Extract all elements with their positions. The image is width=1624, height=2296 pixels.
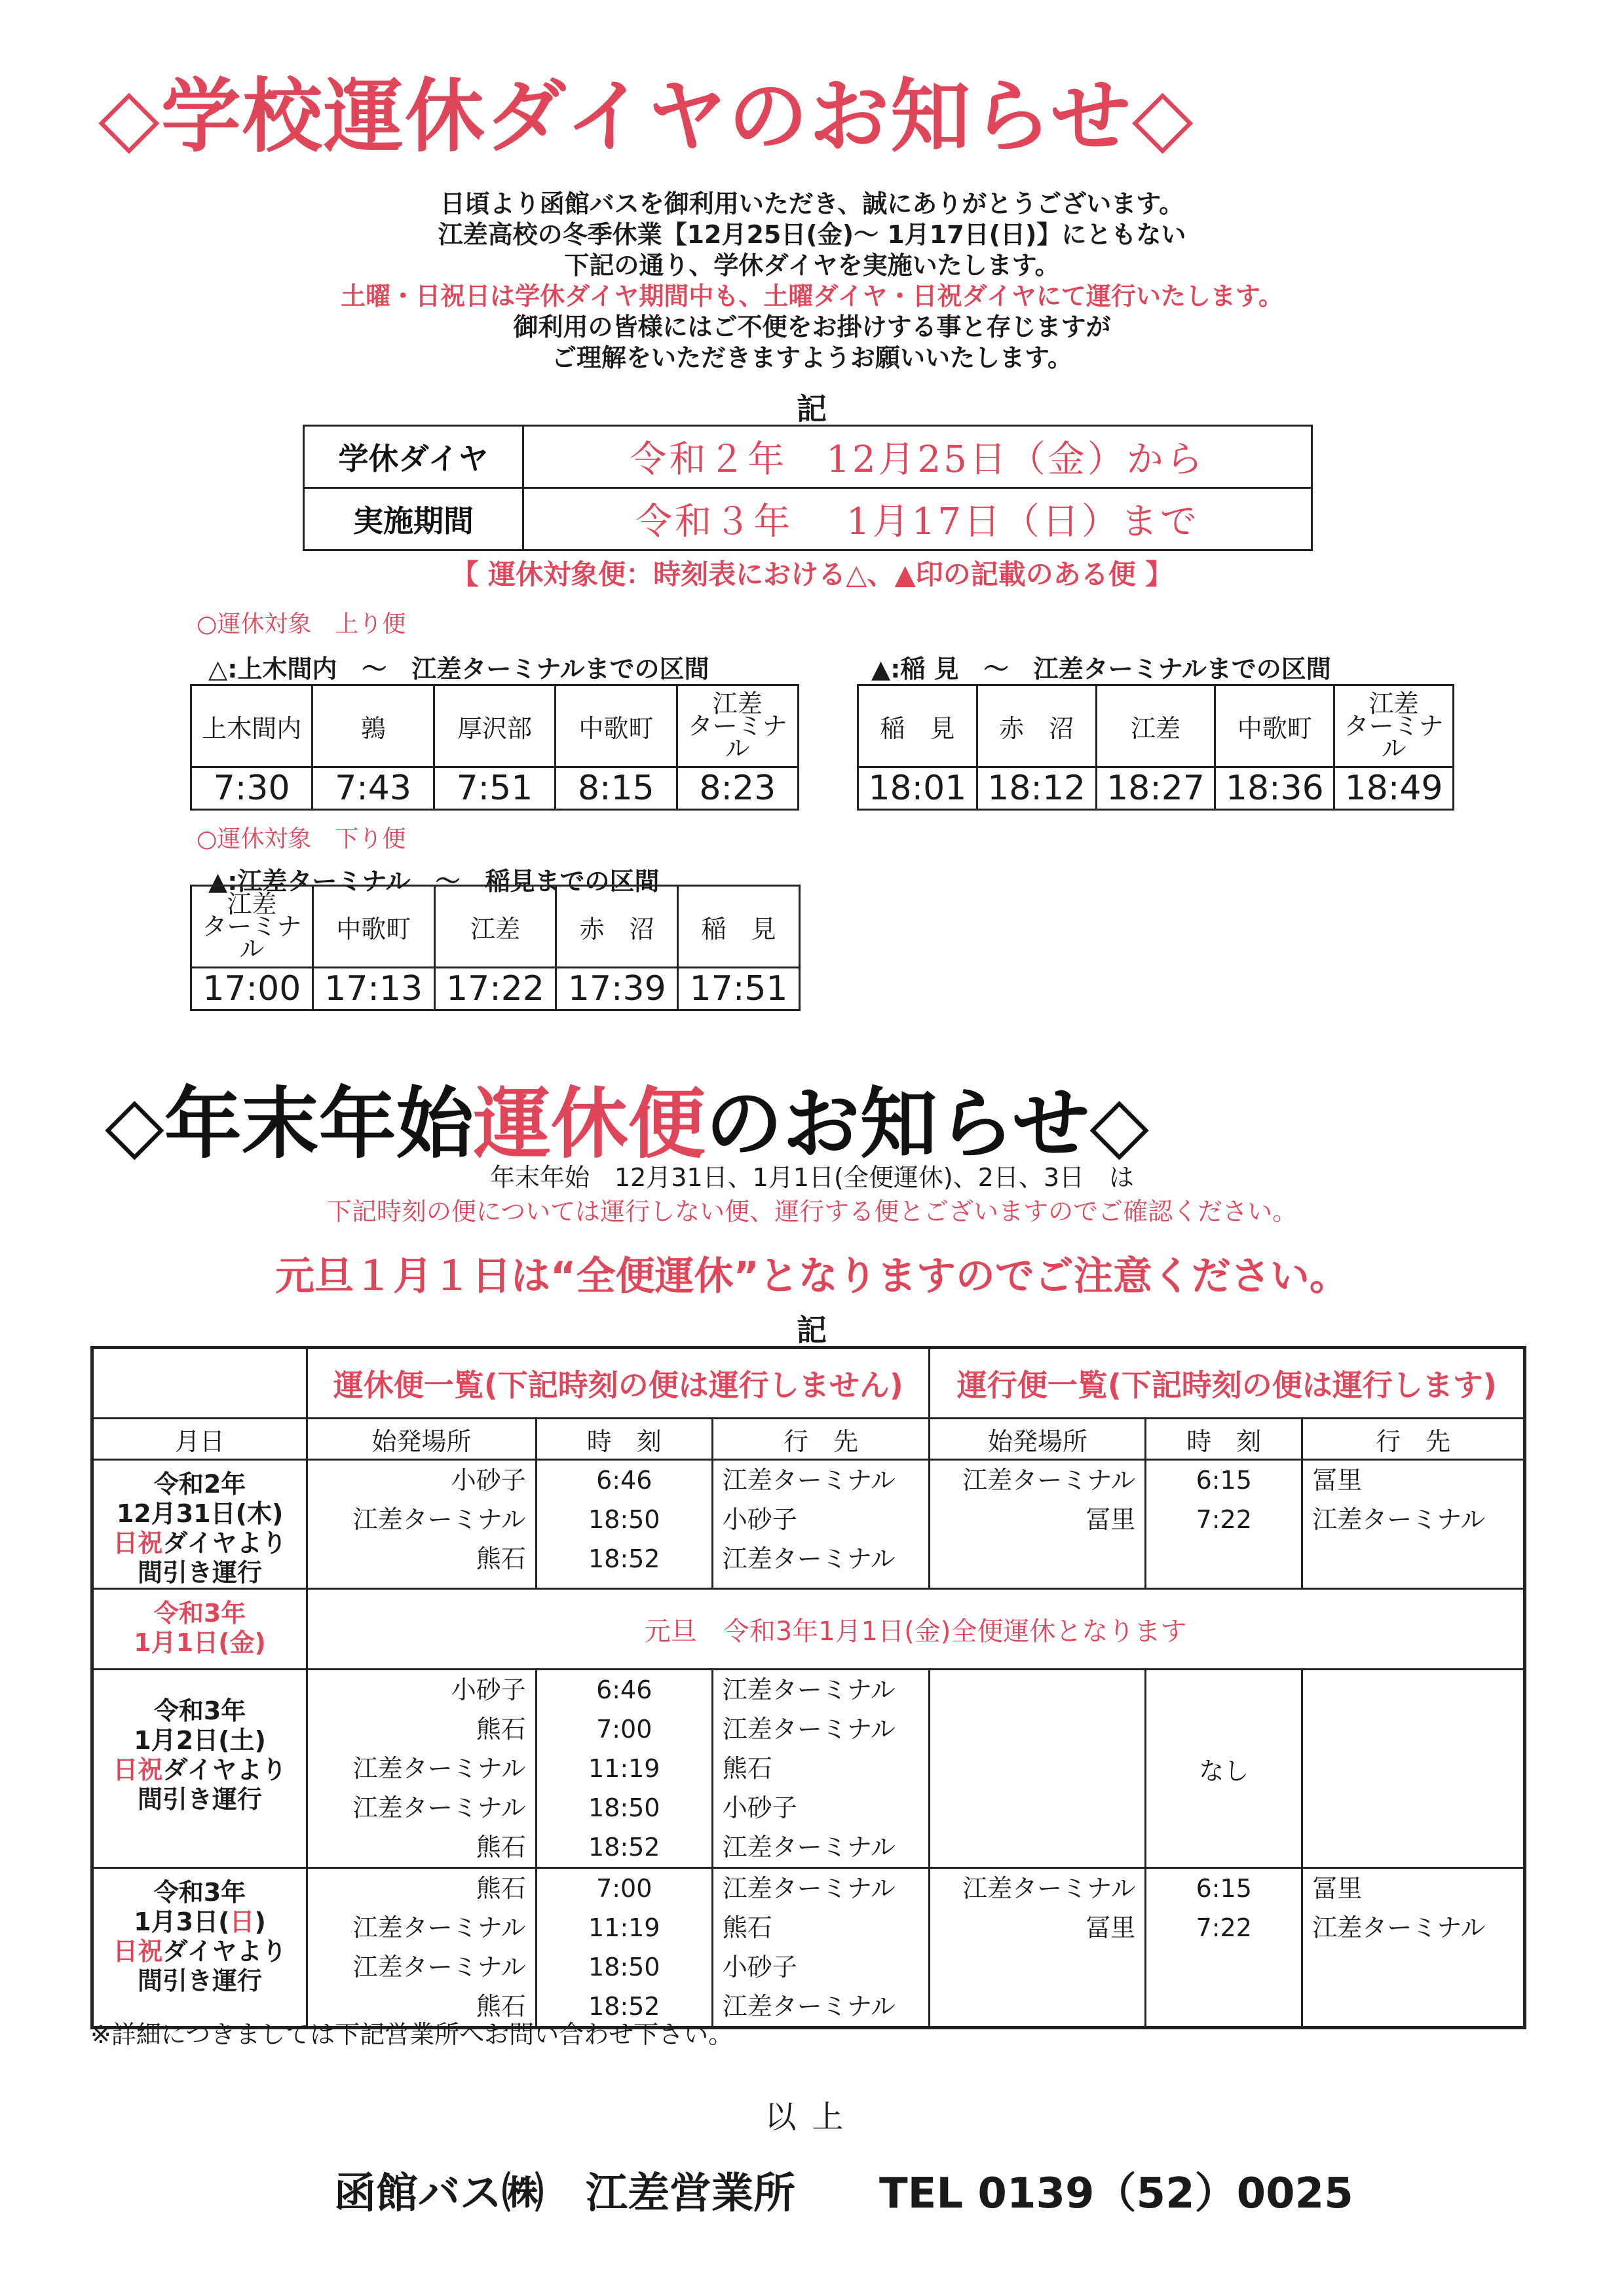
intro-line: ご理解をいただきますようお願いいたします。 [552,343,1072,372]
stop-name: 稲 見 [858,685,977,767]
list-item: 熊石 [476,1715,526,1744]
date-jan1: 令和3年 1月1日(金) [92,1589,307,1670]
list-item: 熊石 [476,1874,526,1903]
stop-time: 17:13 [312,968,434,1010]
col-dest-2: 行 先 [1302,1419,1525,1460]
contact-note: ※詳細につきましては下記営業所へお問い合わせ下さい。 [90,2020,734,2049]
list-cell [307,1868,537,2028]
up-a-title: △:上木間内 ～ 江差ターミナルまでの区間 [208,655,709,683]
list-item: 11:19 [588,1913,660,1942]
list-item: 小砂子 [722,1793,797,1822]
col-origin-2: 始発場所 [930,1419,1146,1460]
list-item: 冨里 [1312,1466,1363,1495]
stop-name: 赤 沼 [977,685,1096,767]
date-dec31: 令和2年 12月31日(木) 日祝ダイヤより 間引き運行 [92,1460,307,1589]
list-cell [712,1868,930,2028]
list-item: 熊石 [476,1833,526,1862]
none-label: なし [1146,1670,1302,1868]
table-row [92,1460,1525,1589]
list-item: 江差ターミナル [1312,1913,1486,1942]
ijo: 以上 [765,2099,859,2135]
list-cell [1302,1460,1525,1589]
stop-name: 中歌町 [556,685,677,767]
up-b-title: ▲:稲 見 ～ 江差ターミナルまでの区間 [871,655,1331,683]
date-jan3: 令和3年 1月3日(日) 日祝ダイヤより 間引き運行 [92,1868,307,2028]
stop-name: 厚沢部 [434,685,555,767]
list-cell [307,1460,537,1589]
list-item: 7:00 [596,1874,652,1903]
newyear-title-a: ◇年末年始 [105,1079,474,1169]
list-cell [536,1670,712,1868]
down-table [190,885,801,1011]
intro-line: 土曜・日祝日は学休ダイヤ期間中も、土曜ダイヤ・日祝ダイヤにて運行いたします。 [341,282,1283,311]
list-cell [930,1460,1146,1589]
list-cell [536,1868,712,2028]
list-item: 江差ターミナル [722,1874,896,1903]
list-item: 江差ターミナル [962,1874,1136,1903]
table-row [92,1589,1525,1670]
stop-name: 鶉 [312,685,434,767]
stop-name: 中歌町 [1215,685,1334,767]
stop-time: 7:30 [191,767,312,810]
down-title: ▲:江差ターミナル ～ 稲見までの区間 [208,867,660,896]
list-item: 6:15 [1196,1874,1252,1903]
list-item: 小砂子 [722,1505,797,1534]
list-item: 冨里 [1086,1505,1136,1534]
list-item: 18:52 [588,1992,660,2021]
stop-time: 8:23 [677,767,798,810]
stop-name: 江差 ターミナル [1334,685,1454,767]
stop-time: 8:15 [556,767,677,810]
stop-name: 江差 ターミナル [677,685,798,767]
col-time-2: 時 刻 [1146,1419,1302,1460]
stop-name: 江差 ターミナル [191,886,313,968]
list-item: 18:50 [588,1953,660,1981]
stop-time: 17:22 [434,968,556,1010]
list-item: 熊石 [722,1913,772,1942]
period-table [303,425,1313,551]
newyear-line2: 下記時刻の便については運行しない便、運行する便とございますのでご確認ください。 [326,1197,1298,1226]
newyear-line1: 年末年始 12月31日、1月1日(全便運休)、2日、3日 は [489,1163,1135,1192]
list-cell [1146,1868,1302,2028]
stop-time: 17:51 [678,968,800,1010]
list-item: 6:46 [596,1675,652,1704]
ki-mark-1: 記 [797,391,827,427]
table-row [92,1868,1525,2028]
col-time: 時 刻 [536,1419,712,1460]
newyear-line3: 元旦１月１日は“全便運休”となりますのでご注意ください。 [275,1253,1349,1299]
stop-time: 17:00 [191,968,313,1010]
list-cell [712,1460,930,1589]
list-item: 7:22 [1196,1505,1252,1534]
list-item: 7:22 [1196,1913,1252,1942]
intro-line: 日頃より函館バスを御利用いただき、誠にありがとうございます。 [440,189,1184,218]
header-suspended: 運休便一覧(下記時刻の便は運行しません) [307,1348,930,1419]
list-item: 18:50 [588,1505,660,1534]
up-a-table [190,684,799,811]
list-item: 18:52 [588,1544,660,1573]
list-item: 11:19 [588,1754,660,1783]
stop-name: 江差 [434,886,556,968]
list-item: 江差ターミナル [722,1544,896,1573]
list-item: 江差ターミナル [352,1754,526,1783]
stop-time: 18:27 [1096,767,1215,810]
list-cell [1302,1868,1525,2028]
col-dest: 行 先 [712,1419,930,1460]
stop-time: 17:39 [556,968,678,1010]
list-item: 熊石 [476,1992,526,2021]
list-item: 6:46 [596,1466,652,1495]
list-item: 江差ターミナル [352,1505,526,1534]
stop-name: 稲 見 [678,886,800,968]
stop-name: 上木間内 [191,685,312,767]
list-item: 江差ターミナル [1312,1505,1486,1534]
list-item: 江差ターミナル [722,1715,896,1744]
list-item: 18:50 [588,1793,660,1822]
list-item: 7:00 [596,1715,652,1744]
school-title: ◇学校運休ダイヤのお知らせ◇ [98,70,1195,163]
intro-line: 江差高校の冬季休業【12月25日(金)～ 1月17日(日)】にともない [438,220,1186,249]
list-item: 熊石 [476,1544,526,1573]
list-item: 江差ターミナル [722,1675,896,1704]
ki-mark-2: 記 [797,1312,827,1348]
list-cell [307,1670,537,1868]
footer-contact: 函館バス㈱ 江差営業所 TEL 0139（52）0025 [334,2170,1353,2218]
list-item: 18:52 [588,1833,660,1862]
period-from: 令和２年 12月25日（金）から [523,426,1312,488]
period-label-2: 実施期間 [304,488,523,550]
newyear-title [105,1062,1149,1173]
list-item: 江差ターミナル [962,1466,1136,1495]
list-item: 江差ターミナル [352,1793,526,1822]
list-item: 熊石 [722,1754,772,1783]
up-b-table [857,684,1454,811]
period-to: 令和３年 1月17日（日）まで [523,488,1312,550]
newyear-title-b: 運休便 [473,1079,706,1169]
list-cell [536,1460,712,1589]
stop-time: 18:49 [1334,767,1454,810]
col-date: 月日 [92,1419,307,1460]
list-cell [1146,1460,1302,1589]
list-item: 冨里 [1086,1913,1136,1942]
school-intro [0,189,1624,373]
newyear-table [90,1346,1526,2029]
list-item: 小砂子 [722,1953,797,1981]
stop-time: 7:51 [434,767,555,810]
jan1-notice: 元旦 令和3年1月1日(金)全便運休となります [307,1589,1525,1670]
date-jan2: 令和3年 1月2日(土) 日祝ダイヤより 間引き運行 [92,1670,307,1868]
list-item: 冨里 [1312,1874,1363,1903]
stop-time: 18:36 [1215,767,1334,810]
list-item: 江差ターミナル [722,1466,896,1495]
intro-line: 御利用の皆様にはご不便をお掛けする事と存じますが [513,313,1111,341]
down-heading: ○運休対象 下り便 [197,826,406,852]
list-item: 江差ターミナル [352,1953,526,1981]
list-item: 江差ターミナル [352,1913,526,1942]
period-label-1: 学休ダイヤ [304,426,523,488]
stop-time: 18:12 [977,767,1096,810]
stop-name: 中歌町 [312,886,434,968]
list-item: 小砂子 [451,1466,526,1495]
target-note: 【 運休対象便：時刻表における△、▲印の記載のある便 】 [451,558,1173,590]
list-item: 江差ターミナル [722,1992,896,2021]
col-origin: 始発場所 [307,1419,537,1460]
up-heading: ○運休対象 上り便 [197,611,406,638]
table-row [92,1670,1525,1868]
list-item: 6:15 [1196,1466,1252,1495]
list-cell [930,1868,1146,2028]
list-item: 小砂子 [451,1675,526,1704]
newyear-title-c: のお知らせ◇ [705,1079,1149,1169]
stop-name: 赤 沼 [556,886,678,968]
stop-name: 江差 [1096,685,1215,767]
list-cell [712,1670,930,1868]
stop-time: 18:01 [858,767,977,810]
header-running: 運行便一覧(下記時刻の便は運行します) [930,1348,1525,1419]
intro-line: 下記の通り、学休ダイヤを実施いたします。 [564,251,1060,280]
list-item: 江差ターミナル [722,1833,896,1862]
stop-time: 7:43 [312,767,434,810]
